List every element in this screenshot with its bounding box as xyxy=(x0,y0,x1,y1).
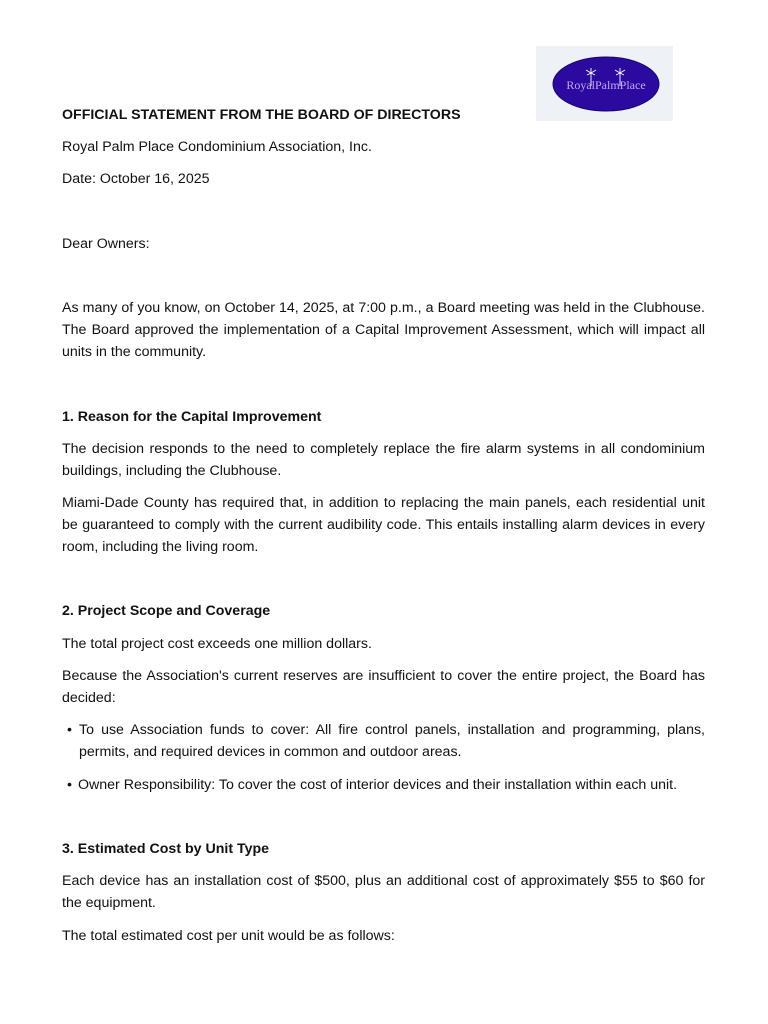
statement-date: Date: October 16, 2025 xyxy=(62,171,210,187)
section-1-paragraph: Miami-Dade County has required that, in addition to replacing the main panels, each residential unit be guaranteed to comply with the current audibility code. This entails installing alarm devices in every room, including the living room. xyxy=(62,495,705,555)
section-3-paragraph: Each device has an installation cost of $500, plus an additional cost of approximately $55 to $60 for the equipment. xyxy=(62,873,705,911)
section-2-paragraph: Because the Association's current reserves are insufficient to cover the entire project, the Board has decided: xyxy=(62,668,705,706)
list-item xyxy=(62,719,705,763)
statement-heading: OFFICIAL STATEMENT FROM THE BOARD OF DIRECTORS xyxy=(62,107,461,123)
list-item-text: Owner Responsibility: To cover the cost of interior devices and their installation within each unit. xyxy=(78,777,678,793)
salutation: Dear Owners: xyxy=(62,236,150,252)
list-item xyxy=(62,774,705,796)
association-name: Royal Palm Place Condominium Association, Inc. xyxy=(62,139,372,155)
section-3-paragraph: The total estimated cost per unit would be as follows: xyxy=(62,928,395,944)
intro-paragraph: As many of you know, on October 14, 2025, at 7:00 p.m., a Board meeting was held in the Clubhouse. The Board approved the implementation of a Capital Improvement Assessment, which will impact all units in the community. xyxy=(62,300,705,360)
statement-body xyxy=(62,104,705,947)
bullet-marker: • xyxy=(67,777,72,793)
section-2-paragraph: The total project cost exceeds one million dollars. xyxy=(62,636,372,652)
section-1-title: 1. Reason for the Capital Improvement xyxy=(62,409,322,425)
bullet-marker: • xyxy=(67,722,72,738)
section-2-title: 2. Project Scope and Coverage xyxy=(62,603,271,619)
section-3-title: 3. Estimated Cost by Unit Type xyxy=(62,841,270,857)
list-item-text: To use Association funds to cover: All fire control panels, installation and programming, plans, permits, and required devices in common and outdoor areas. xyxy=(79,722,705,760)
section-1-paragraph: The decision responds to the need to completely replace the fire alarm systems in all condominium buildings, including the Clubhouse. xyxy=(62,441,705,479)
logo-text: RoyalPalmPlace xyxy=(566,78,646,92)
